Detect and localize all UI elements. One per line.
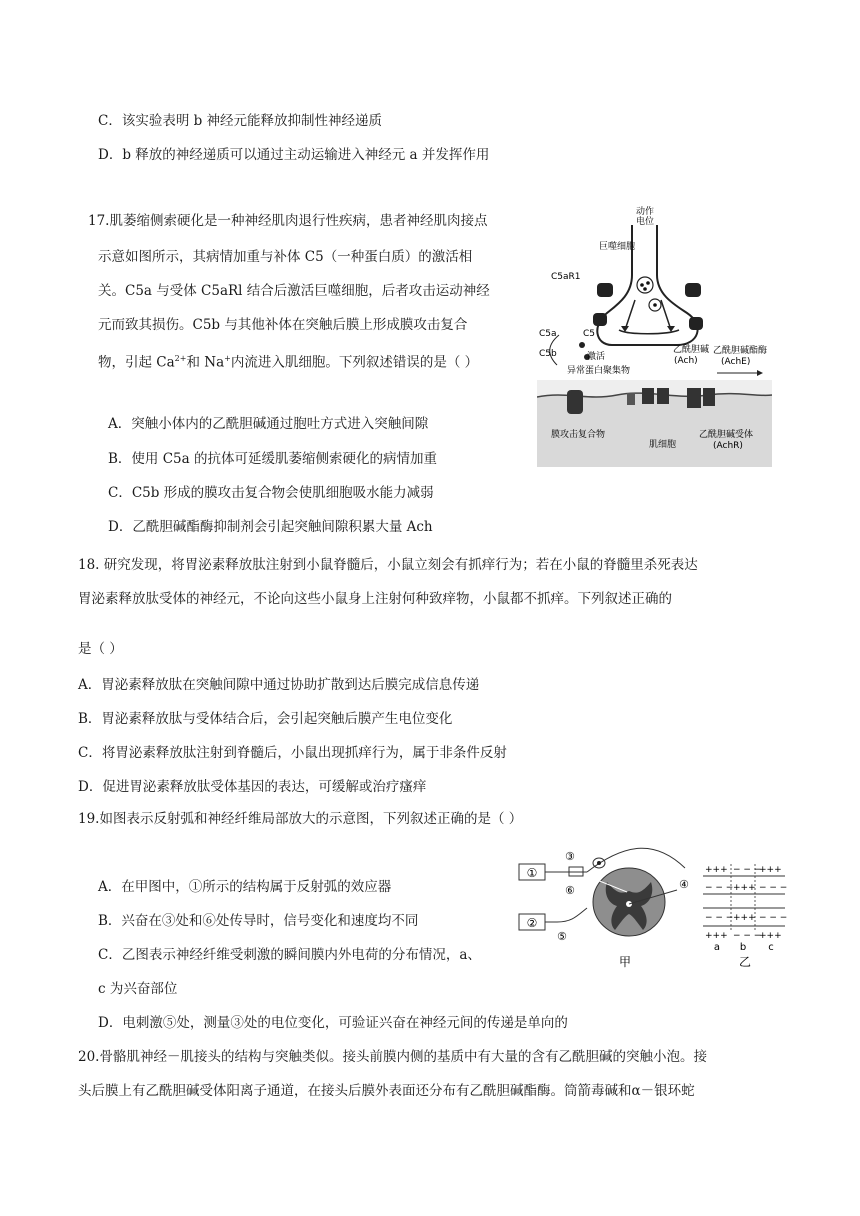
q17-stem-line1: 17.肌萎缩侧索硬化是一种神经肌肉退行性疾病，患者神经肌肉接点 [88,213,488,229]
q19-option-c-line2: c 为兴奋部位 [98,981,178,997]
label-c5b: C5b [539,349,557,359]
label-ach-1: 乙酰胆碱 [673,345,710,355]
label-6: ⑥ [565,884,575,897]
charge-bottom-outer-b: − − − [733,931,762,941]
label-aggregate: 异常蛋白聚集物 [567,366,631,376]
charge-top-inner-b: +++ [733,883,756,893]
q17-stem-line5 [98,350,478,372]
label-ache-1: 乙酰胆碱酯酶 [713,346,768,356]
region-c: c [768,942,774,953]
q18-option-b: B．胃泌素释放肽与受体结合后，会引起突触后膜产生电位变化 [78,711,453,727]
q17-line5-part-c: 内流进入肌细胞。下列叙述错误的是（ ） [230,354,479,371]
charge-bottom-outer-c: +++ [759,931,782,941]
charge-bottom-inner-a: − − − [705,913,734,923]
q17-stem-line3: 关。C5a 与受体 C5aRl 结合后激活巨噬细胞，后者攻击运动神经 [98,283,490,299]
q18-stem-line1: 18. 研究发现，将胃泌素释放肽注射到小鼠脊髓后，小鼠立刻会有抓痒行为；若在小鼠的脊髓里杀死表达 [78,557,698,573]
label-activate: 激活 [587,352,606,362]
charge-bottom-inner-c: − − − [759,913,787,923]
label-c5a: C5a [539,329,557,339]
label-c5ar1: C5aR1 [551,272,581,282]
q18-option-d: D．促进胃泌素释放肽受体基因的表达，可缓解或治疗瘙痒 [78,779,427,795]
q17-option-c: C．C5b 形成的膜攻击复合物会使肌细胞吸水能力减弱 [108,485,434,501]
sodium-superscript: + [224,354,231,363]
box-label-2: ② [526,916,538,930]
label-ach-2: (Ach) [674,356,698,366]
q18-option-c: C．将胃泌素释放肽注射到脊髓后，小鼠出现抓痒行为，属于非条件反射 [78,745,507,761]
region-a: a [713,942,721,953]
q19-stem: 19.如图表示反射弧和神经纤维局部放大的示意图，下列叙述正确的是（ ） [78,811,523,827]
q18-stem-line2: 胃泌素释放肽受体的神经元，不论向这些小鼠身上注射何种致痒物，小鼠都不抓痒。下列叙述正确的 [78,591,672,607]
charge-top-inner-a: − − − [705,883,734,893]
neuromuscular-junction-figure [537,205,772,467]
q16-option-c: C．该实验表明 b 神经元能释放抑制性神经递质 [98,113,383,129]
calcium-superscript: 2+ [174,354,187,363]
label-yi: 乙 [738,955,752,969]
q17-line5-part-a: 物，引起 Ca [98,354,175,371]
q19-option-c-line1: C．乙图表示神经纤维受刺激的瞬间膜内外电荷的分布情况，a、 [98,947,481,963]
q17-option-d: D．乙酰胆碱酯酶抑制剂会引起突触间隙积累大量 Ach [108,519,433,535]
label-4: ④ [679,878,689,891]
charge-bottom-inner-b: +++ [733,913,756,923]
label-mac: 膜攻击复合物 [551,430,606,440]
label-jia: 甲 [618,955,632,969]
label-action-potential-1: 动作 [635,207,655,217]
label-achr-1: 乙酰胆碱受体 [699,430,754,440]
label-ache-2: (AchE) [721,357,751,367]
label-muscle: 肌细胞 [649,440,677,450]
label-achr-2: (AchR) [713,441,743,451]
q17-stem-line4: 元而致其损伤。C5b 与其他补体在突触后膜上形成膜攻击复合 [98,317,468,333]
q17-option-a: A．突触小体内的乙酰胆碱通过胞吐方式进入突触间隙 [108,416,429,432]
charge-top-outer-b: − − − [733,865,762,875]
q17-line5-part-b: 和 Na [186,354,225,371]
q18-stem-line3: 是（ ） [78,641,123,657]
q19-option-d: D．电刺激⑤处，测量③处的电位变化，可验证兴奋在神经元间的传递是单向的 [98,1015,568,1031]
q20-stem-line2: 头后膜上有乙酰胆碱受体阳离子通道，在接头后膜外表面还分布有乙酰胆碱酯酶。筒箭毒碱和α－银环蛇 [78,1083,695,1099]
q18-option-a: A．胃泌素释放肽在突触间隙中通过协助扩散到达后膜完成信息传递 [78,677,480,693]
q16-option-d: D．b 释放的神经递质可以通过主动运输进入神经元 a 并发挥作用 [98,147,490,163]
q17-stem-line2: 示意如图所示，其病情加重与补体 C5（一种蛋白质）的激活相 [98,249,473,265]
label-action-potential-2: 电位 [635,217,655,227]
charge-top-inner-c: − − − [759,883,787,893]
q19-option-b: B．兴奋在③处和⑥处传导时，信号变化和速度均不同 [98,913,419,929]
charge-bottom-outer-a: +++ [705,931,728,941]
q19-option-a: A．在甲图中，①所示的结构属于反射弧的效应器 [98,879,392,895]
label-5: ⑤ [557,930,567,943]
q17-option-b: B．使用 C5a 的抗体可延缓肌萎缩侧索硬化的病情加重 [108,451,437,467]
reflex-arc-figure [517,846,787,970]
q20-stem-line1: 20.骨骼肌神经－肌接头的结构与突触类似。接头前膜内侧的基质中有大量的含有乙酰胆碱的突触小泡。接 [78,1049,707,1065]
label-macrophage: 巨噬细胞 [599,242,636,252]
charge-top-outer-c: +++ [759,865,782,875]
charge-top-outer-a: +++ [705,865,728,875]
label-3: ③ [565,850,575,863]
region-b: b [739,942,747,953]
box-label-1: ① [526,866,538,880]
label-c5: C5 [583,329,596,339]
